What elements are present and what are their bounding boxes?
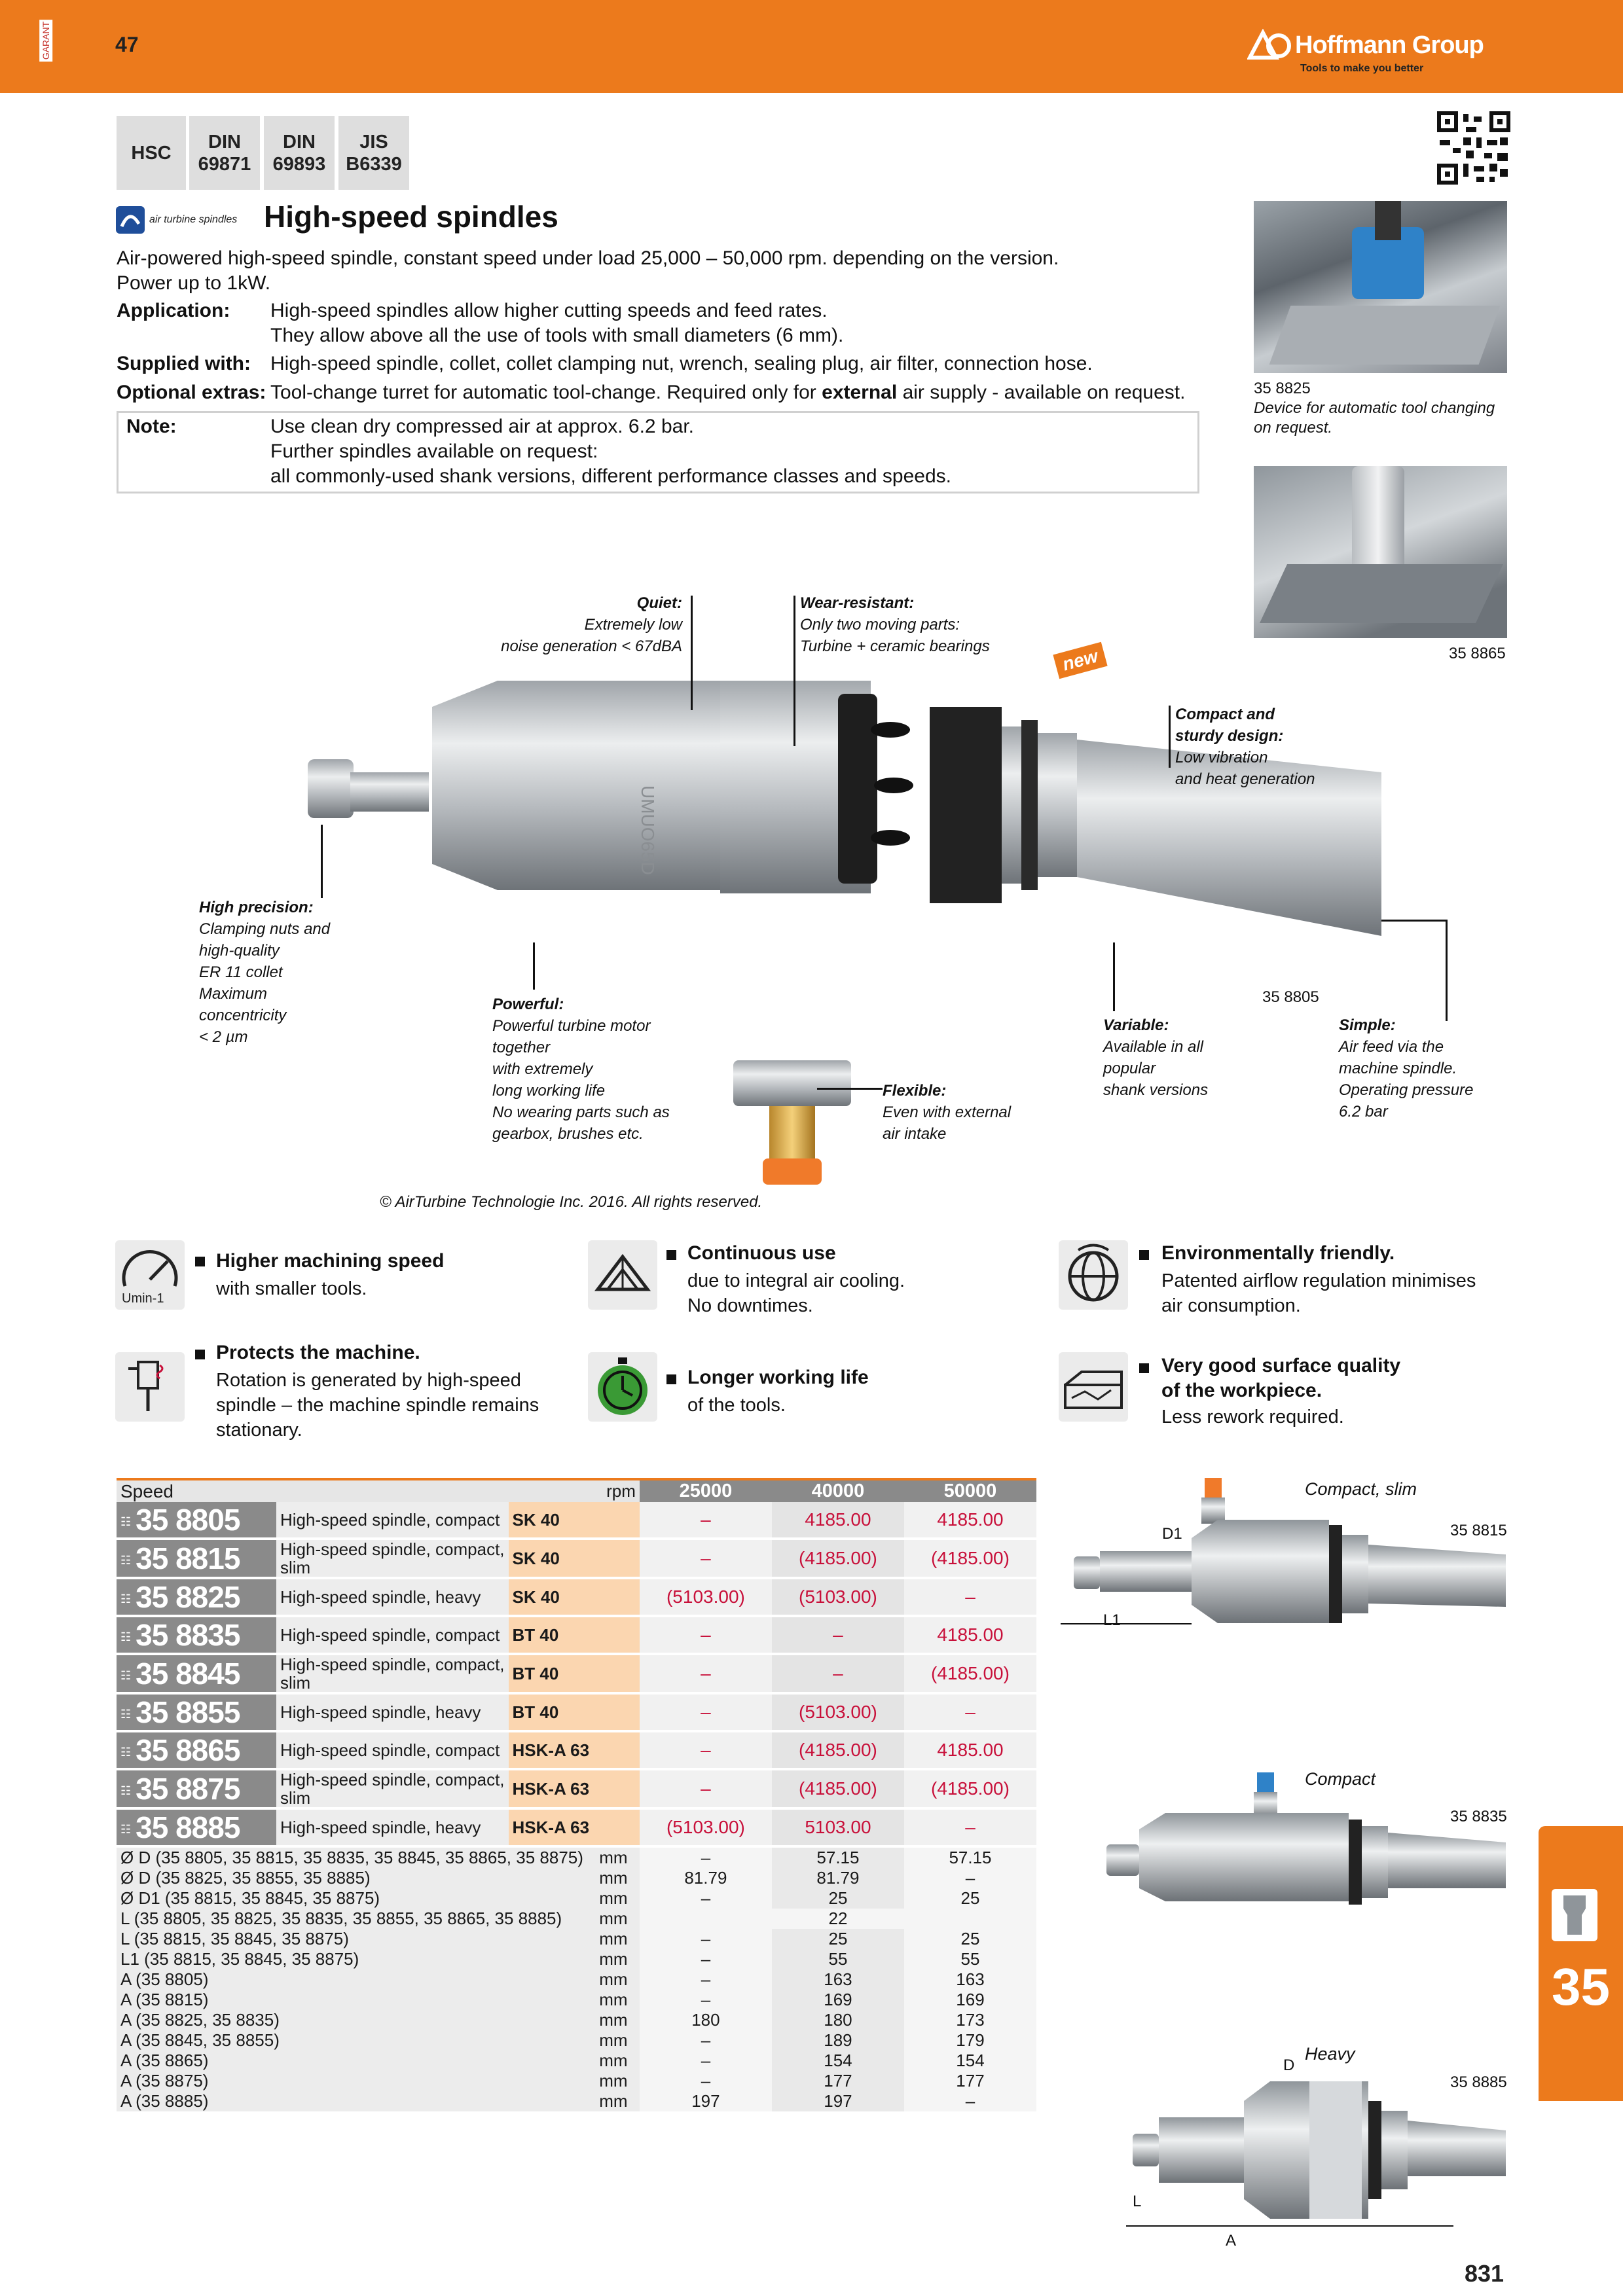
barcode-icon: ☷	[120, 1746, 131, 1759]
photo1-caption-2: on request.	[1254, 419, 1333, 437]
barcode-icon: ☷	[120, 1784, 131, 1798]
price-cell: (5103.00)	[772, 1578, 904, 1616]
dimension-value: –	[904, 2091, 1036, 2111]
price-cell: (4185.00)	[772, 1539, 904, 1578]
price-cell: 4185.00	[904, 1731, 1036, 1769]
description-line-1: High-speed spindle, heavy	[280, 1702, 481, 1722]
spindle-marking: UMUO65D	[638, 785, 658, 875]
dimension-label: L (35 8815, 35 8845, 35 8875)	[117, 1929, 587, 1949]
product-table	[117, 1478, 1036, 2111]
product-description	[276, 1616, 509, 1654]
surface-icon	[1059, 1352, 1128, 1422]
dim-l-label: L	[1133, 2193, 1142, 2210]
dimension-unit: mm	[587, 1909, 640, 1929]
dimension-label: A (35 8845, 35 8855)	[117, 2030, 587, 2051]
dimension-value: –	[904, 1868, 1036, 1888]
price-cell: (5103.00)	[640, 1808, 772, 1846]
shank-type: SK 40	[509, 1578, 640, 1616]
feature-4-text-1: Rotation is generated by high-speed	[216, 1370, 521, 1391]
price-cell: –	[904, 1578, 1036, 1616]
price-cell: –	[904, 1693, 1036, 1731]
product-row[interactable]	[117, 1502, 1036, 1539]
article-number-text: 35 8885	[136, 1810, 240, 1844]
dim-a-label: A	[1226, 2232, 1237, 2250]
product-description	[276, 1693, 509, 1731]
dimension-value: 154	[772, 2051, 904, 2071]
product-description	[276, 1502, 509, 1539]
price-cell: (4185.00)	[904, 1654, 1036, 1693]
dimension-row	[117, 2051, 1036, 2071]
rpm-label: rpm	[587, 1479, 640, 1502]
price-cell: –	[772, 1654, 904, 1693]
dimension-value: –	[640, 2051, 772, 2071]
standard-jis-b6339: JIS B6339	[338, 116, 409, 190]
dimension-value: 179	[904, 2030, 1036, 2051]
dimension-value: 169	[904, 1990, 1036, 2010]
intro-line-1: Air-powered high-speed spindle, constant speed under load 25,000 – 50,000 rpm. depending on the version.	[117, 247, 1059, 269]
callout-variable: Variable: Available in all popular shank versions	[1103, 1016, 1209, 1099]
dimension-unit: mm	[587, 2051, 640, 2071]
article-number[interactable]	[117, 1693, 276, 1731]
variant-2-code: 35 8835	[1450, 1808, 1507, 1825]
callout-variable-line	[1113, 942, 1115, 1011]
note-line-1: Use clean dry compressed air at approx. 6.2 bar.	[270, 416, 694, 437]
dimension-label: Ø D (35 8825, 35 8855, 35 8885)	[117, 1868, 587, 1888]
photo2-code: 35 8865	[1449, 645, 1506, 662]
feature-1-title: Higher machining speed	[216, 1250, 445, 1272]
feature-3-text-1: Patented airflow regulation minimises	[1161, 1270, 1476, 1291]
shank-type: SK 40	[509, 1539, 640, 1578]
barcode-icon: ☷	[120, 1669, 131, 1683]
dimension-value: –	[640, 1990, 772, 2010]
product-row[interactable]	[117, 1731, 1036, 1769]
dimension-label: A (35 8815)	[117, 1990, 587, 2010]
dimension-label: A (35 8865)	[117, 2051, 587, 2071]
dimension-value: 163	[904, 1969, 1036, 1990]
dimension-value: –	[640, 2071, 772, 2091]
dimension-value: 25	[904, 1888, 1036, 1909]
feature-4-text-3: stationary.	[216, 1420, 302, 1441]
callout-quiet-line	[691, 596, 693, 710]
article-number-text: 35 8815	[136, 1541, 240, 1575]
dimension-value: 55	[904, 1949, 1036, 1969]
price-cell: –	[640, 1654, 772, 1693]
barcode-icon: ☷	[120, 1630, 131, 1644]
feature-1-text: with smaller tools.	[216, 1278, 367, 1299]
callout-compact: Compact and sturdy design: Low vibration and heat generation	[1175, 706, 1315, 788]
speed-column-header: 40000	[772, 1479, 904, 1502]
tool-changer-photo	[1254, 201, 1507, 373]
brand-tagline: Tools to make you better	[1300, 63, 1424, 74]
dimension-value: –	[640, 1949, 772, 1969]
price-cell: 4185.00	[904, 1502, 1036, 1539]
standard-din-69893: DIN 69893	[264, 116, 335, 190]
speed-header-row	[117, 1479, 1036, 1502]
dimension-row	[117, 1909, 1036, 1929]
price-cell: (4185.00)	[904, 1769, 1036, 1808]
dimension-unit: mm	[587, 1969, 640, 1990]
dimension-row	[117, 2010, 1036, 2030]
callout-compact-line	[1169, 706, 1171, 768]
callout-powerful: Powerful: Powerful turbine motor together with extremely long working life No wearing parts such as gearbox, brushes etc.	[492, 996, 670, 1143]
dimension-value: 180	[640, 2010, 772, 2030]
price-cell: (4185.00)	[772, 1769, 904, 1808]
callout-wear-line	[793, 596, 795, 746]
note-line-3: all commonly-used shank versions, different performance classes and speeds.	[270, 465, 951, 487]
dimension-value: 177	[904, 2071, 1036, 2091]
standard-din-69871: DIN 69871	[189, 116, 260, 190]
callout-precision-line	[321, 825, 323, 898]
copyright: © AirTurbine Technologie Inc. 2016. All rights reserved.	[380, 1193, 763, 1211]
description-line-2: slim	[280, 1788, 311, 1808]
dimension-unit: mm	[587, 2071, 640, 2091]
barcode-icon: ☷	[120, 1515, 131, 1529]
description-line-1: High-speed spindle, compact	[280, 1510, 500, 1530]
dimension-value: –	[640, 2030, 772, 2051]
top-bar	[0, 0, 1623, 93]
product-description	[276, 1654, 509, 1693]
supplied-text: High-speed spindle, collet, collet clamping nut, wrench, sealing plug, air filter, connection hose.	[270, 353, 1093, 374]
callout-quiet: Quiet: Extremely low noise generation < 67dBA	[501, 594, 682, 655]
dimension-value: 25	[772, 1888, 904, 1909]
price-cell: –	[772, 1616, 904, 1654]
dimension-unit: mm	[587, 2030, 640, 2051]
feature-3-title: Environmentally friendly.	[1161, 1242, 1395, 1264]
callout-simple-line-h	[1381, 920, 1447, 922]
callout-wear: Wear-resistant: Only two moving parts: Turbine + ceramic bearings	[800, 594, 990, 655]
standard-hsc: HSC	[117, 116, 186, 190]
bullet	[195, 1350, 205, 1359]
collet-icon	[1552, 1889, 1597, 1941]
dimension-unit: mm	[587, 1846, 640, 1868]
machine-photo	[1254, 466, 1507, 638]
product-row[interactable]	[117, 1769, 1036, 1808]
article-number-text: 35 8835	[136, 1618, 240, 1652]
air-turbine-logo-icon	[115, 206, 145, 234]
dimension-value: 22	[640, 1909, 1036, 1929]
feature-6-title: Very good surface quality	[1161, 1355, 1401, 1376]
dimension-unit: mm	[587, 1990, 640, 2010]
dimension-label: L1 (35 8815, 35 8845, 35 8875)	[117, 1949, 587, 1969]
spindle-icon	[115, 1352, 185, 1422]
feature-2-title: Continuous use	[687, 1242, 836, 1264]
feature-4-title: Protects the machine.	[216, 1342, 420, 1363]
price-cell: –	[640, 1502, 772, 1539]
dimension-label: A (35 8825, 35 8835)	[117, 2010, 587, 2030]
chapter-number: 35	[1552, 1958, 1610, 2016]
article-number[interactable]	[117, 1808, 276, 1846]
product-row[interactable]	[117, 1539, 1036, 1578]
dimension-unit: mm	[587, 1949, 640, 1969]
feature-5-text-1: of the tools.	[687, 1395, 786, 1416]
optional-text: Tool-change turret for automatic tool-change. Required only for external air supply - available on request.	[270, 382, 1186, 403]
dimension-row	[117, 2091, 1036, 2111]
price-cell: –	[640, 1731, 772, 1769]
description-line-2: slim	[280, 1558, 311, 1577]
price-cell: (4185.00)	[904, 1539, 1036, 1578]
dimension-row	[117, 1990, 1036, 2010]
barcode-icon: ☷	[120, 1592, 131, 1606]
shank-type: BT 40	[509, 1693, 640, 1731]
dimension-value: 55	[772, 1949, 904, 1969]
description-line-1: High-speed spindle, heavy	[280, 1587, 481, 1607]
dimension-value: 154	[904, 2051, 1036, 2071]
qr-code-icon[interactable]	[1437, 111, 1510, 185]
bullet	[1139, 1363, 1149, 1373]
bullet	[1139, 1250, 1149, 1260]
article-number[interactable]	[117, 1616, 276, 1654]
variant-1-name: Compact, slim	[1305, 1479, 1417, 1499]
callout-precision: High precision: Clamping nuts and high-quality ER 11 collet Maximum concentricity < 2 µm	[199, 899, 331, 1046]
dimension-unit: mm	[587, 1888, 640, 1909]
stopwatch-icon	[588, 1352, 657, 1422]
feature-2-text-1: due to integral air cooling.	[687, 1270, 905, 1291]
intro-line-2: Power up to 1kW.	[117, 272, 271, 294]
product-row[interactable]	[117, 1808, 1036, 1846]
optional-label: Optional extras:	[117, 382, 266, 403]
feature-4-text-2: spindle – the machine spindle remains	[216, 1395, 539, 1416]
variant-2-name: Compact	[1305, 1769, 1376, 1789]
bullet	[195, 1257, 205, 1266]
description-line-1: High-speed spindle, heavy	[280, 1818, 481, 1837]
top-page-number: 47	[115, 33, 139, 56]
chapter-tab[interactable]	[1539, 1826, 1623, 2101]
logo-text: air turbine spindles	[149, 214, 238, 225]
side-code: GARANT	[39, 20, 52, 62]
dimension-value: 169	[772, 1990, 904, 2010]
dimension-value: 25	[772, 1929, 904, 1949]
article-number-text: 35 8865	[136, 1733, 240, 1767]
description-line-1: High-speed spindle, compact	[280, 1740, 500, 1760]
dim-l1-line	[1061, 1623, 1192, 1624]
dimension-value: 57.15	[904, 1846, 1036, 1868]
hoffmann-logo-icon	[1247, 29, 1294, 60]
dimension-unit: mm	[587, 2091, 640, 2111]
article-number[interactable]	[117, 1502, 276, 1539]
price-cell: –	[640, 1769, 772, 1808]
dimension-value: 177	[772, 2071, 904, 2091]
shank-type: BT 40	[509, 1616, 640, 1654]
description-line-1: High-speed spindle, compact,	[280, 1539, 505, 1559]
speed-column-header: 25000	[640, 1479, 772, 1502]
callout-simple-line-v	[1446, 920, 1448, 1021]
dimension-unit: mm	[587, 1929, 640, 1949]
variant-heavy-image	[1113, 2062, 1506, 2232]
dim-l1-label: L1	[1103, 1611, 1121, 1629]
globe-icon	[1059, 1240, 1128, 1310]
dim-d-label: D	[1283, 2056, 1295, 2074]
page-title: High-speed spindles	[264, 200, 558, 234]
product-description	[276, 1578, 509, 1616]
description-line-1: High-speed spindle, compact,	[280, 1770, 505, 1789]
price-cell: (5103.00)	[772, 1693, 904, 1731]
price-cell: (4185.00)	[772, 1731, 904, 1769]
svg-text:Umin-1: Umin-1	[122, 1291, 164, 1306]
dimension-row	[117, 1969, 1036, 1990]
callout-simple: Simple: Air feed via the machine spindle. Operating pressure 6.2 bar	[1339, 1016, 1474, 1121]
price-cell: (5103.00)	[640, 1578, 772, 1616]
dimension-row	[117, 1888, 1036, 1909]
dimension-value: 25	[904, 1929, 1036, 1949]
shank-type: HSK-A 63	[509, 1769, 640, 1808]
variant-compact-image	[1100, 1767, 1506, 1918]
main-code: 35 8805	[1262, 988, 1319, 1006]
speedometer-icon	[115, 1240, 185, 1310]
description-line-1: High-speed spindle, compact,	[280, 1655, 505, 1674]
callout-powerful-line	[533, 942, 535, 990]
dimension-label: A (35 8875)	[117, 2071, 587, 2091]
feature-6-title-2: of the workpiece.	[1161, 1380, 1322, 1401]
application-line-1: High-speed spindles allow higher cutting speeds and feed rates.	[270, 300, 828, 321]
dimension-unit: mm	[587, 2010, 640, 2030]
speed-label: Speed	[117, 1479, 587, 1502]
dimension-label: A (35 8805)	[117, 1969, 587, 1990]
product-row[interactable]	[117, 1693, 1036, 1731]
price-cell: 4185.00	[904, 1616, 1036, 1654]
feature-5-title: Longer working life	[687, 1367, 869, 1388]
note-label: Note:	[126, 416, 177, 437]
dimension-value: –	[640, 1929, 772, 1949]
article-number-text: 35 8825	[136, 1580, 240, 1614]
dimension-label: A (35 8885)	[117, 2091, 587, 2111]
barcode-icon: ☷	[120, 1554, 131, 1568]
article-number[interactable]	[117, 1654, 276, 1693]
callout-flexible: Flexible: Even with external air intake	[883, 1082, 1012, 1143]
product-row[interactable]	[117, 1616, 1036, 1654]
dimension-value: 57.15	[772, 1846, 904, 1868]
variant-3-code: 35 8885	[1450, 2073, 1507, 2091]
description-line-2: slim	[280, 1673, 311, 1693]
dim-a-line	[1126, 2225, 1453, 2227]
dim-d1-label: D1	[1162, 1525, 1182, 1543]
photo1-caption-1: Device for automatic tool changing	[1254, 399, 1495, 417]
shank-type: HSK-A 63	[509, 1731, 640, 1769]
dimension-row	[117, 2071, 1036, 2091]
price-cell: –	[640, 1693, 772, 1731]
article-number[interactable]	[117, 1578, 276, 1616]
supplied-label: Supplied with:	[117, 353, 251, 374]
photo1-code: 35 8825	[1254, 380, 1311, 397]
article-number-text: 35 8855	[136, 1695, 240, 1729]
price-cell: 5103.00	[772, 1808, 904, 1846]
product-row[interactable]	[117, 1578, 1036, 1616]
product-description	[276, 1539, 509, 1578]
dimension-value: 180	[772, 2010, 904, 2030]
barcode-icon: ☷	[120, 1823, 131, 1837]
dimension-value: 197	[772, 2091, 904, 2111]
article-number[interactable]	[117, 1731, 276, 1769]
price-cell: –	[640, 1539, 772, 1578]
application-line-2: They allow above all the use of tools with small diameters (6 mm).	[270, 325, 844, 346]
article-number[interactable]	[117, 1539, 276, 1578]
dimension-row	[117, 2030, 1036, 2051]
dimension-value: 81.79	[772, 1868, 904, 1888]
feature-6-text-1: Less rework required.	[1161, 1407, 1344, 1427]
product-description	[276, 1769, 509, 1808]
product-row[interactable]	[117, 1654, 1036, 1693]
page-number: 831	[1465, 2260, 1504, 2287]
variant-compact-slim-image	[1054, 1473, 1506, 1643]
dimension-value: 163	[772, 1969, 904, 1990]
dimension-value: 81.79	[640, 1868, 772, 1888]
new-badge: new	[1053, 642, 1107, 679]
dimension-value: 173	[904, 2010, 1036, 2030]
dimension-value: 197	[640, 2091, 772, 2111]
dimension-row	[117, 1846, 1036, 1868]
price-cell: –	[904, 1808, 1036, 1846]
product-description	[276, 1808, 509, 1846]
dimension-label: Ø D1 (35 8815, 35 8845, 35 8875)	[117, 1888, 587, 1909]
feature-2-text-2: No downtimes.	[687, 1295, 813, 1316]
callout-flexible-line	[817, 1088, 883, 1090]
dimension-label: L (35 8805, 35 8825, 35 8835, 35 8855, 35 8865, 35 8885)	[117, 1909, 587, 1929]
shank-type: BT 40	[509, 1654, 640, 1693]
dimension-value: –	[640, 1888, 772, 1909]
air-turbine-logo	[115, 204, 251, 236]
bullet	[666, 1374, 676, 1384]
product-description	[276, 1731, 509, 1769]
shank-type: HSK-A 63	[509, 1808, 640, 1846]
article-number-text: 35 8875	[136, 1772, 240, 1806]
dimension-unit: mm	[587, 1868, 640, 1888]
dimension-value: –	[640, 1969, 772, 1990]
variant-1-code: 35 8815	[1450, 1522, 1507, 1539]
article-number[interactable]	[117, 1769, 276, 1808]
dimension-row	[117, 1868, 1036, 1888]
dimension-row	[117, 1929, 1036, 1949]
air-cooling-icon	[588, 1240, 657, 1310]
dimension-row	[117, 1949, 1036, 1969]
article-number-text: 35 8845	[136, 1657, 240, 1691]
description-line-1: High-speed spindle, compact	[280, 1625, 500, 1645]
variant-3-name: Heavy	[1305, 2044, 1355, 2064]
feature-3-text-2: air consumption.	[1161, 1295, 1301, 1316]
barcode-icon: ☷	[120, 1708, 131, 1721]
price-cell: 4185.00	[772, 1502, 904, 1539]
bullet	[666, 1250, 676, 1260]
dimension-value: 189	[772, 2030, 904, 2051]
shank-type: SK 40	[509, 1502, 640, 1539]
dimension-label: Ø D (35 8805, 35 8815, 35 8835, 35 8845, 35 8865, 35 8875)	[117, 1846, 587, 1868]
dimension-value: –	[640, 1846, 772, 1868]
speed-column-header: 50000	[904, 1479, 1036, 1502]
brand-name: Hoffmann Group	[1295, 31, 1484, 59]
note-line-2: Further spindles available on request:	[270, 440, 598, 462]
article-number-text: 35 8805	[136, 1503, 240, 1537]
price-cell: –	[640, 1616, 772, 1654]
application-label: Application:	[117, 300, 230, 321]
